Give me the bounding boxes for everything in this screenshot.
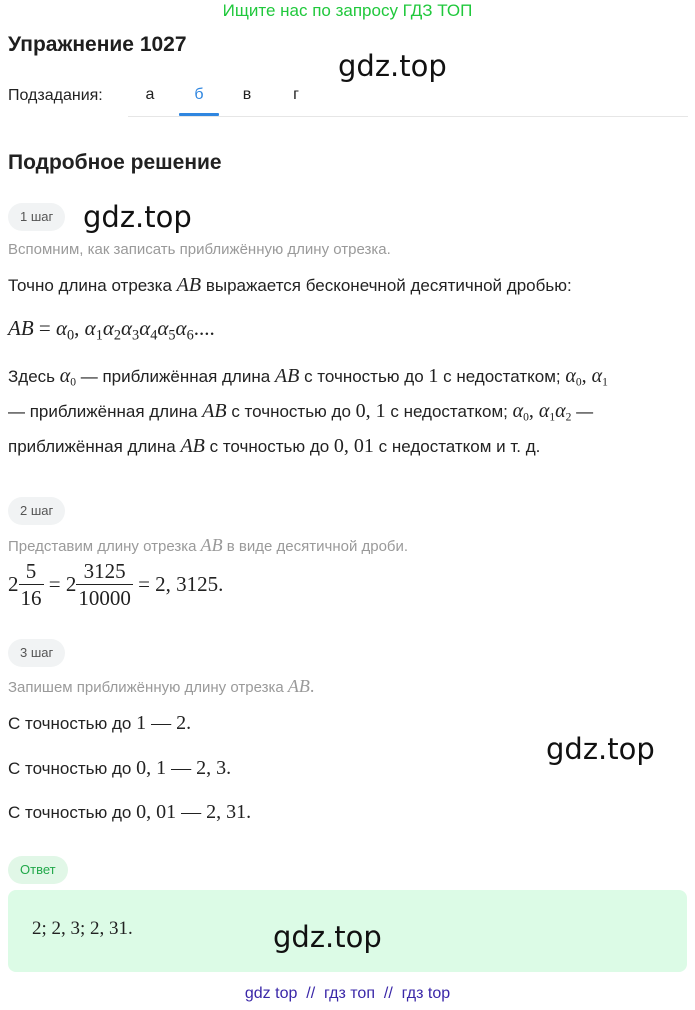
watermark: gdz.top	[338, 49, 447, 83]
watermark: gdz.top	[546, 732, 655, 766]
text: в виде десятичной дроби.	[222, 538, 409, 555]
step2-badge: 2 шаг	[8, 497, 65, 525]
active-tab-indicator	[179, 113, 219, 116]
answer-badge: Ответ	[8, 856, 68, 884]
text: с недостатком;	[438, 367, 566, 386]
text: с недостатком и т. д.	[373, 437, 541, 456]
text: С точностью до	[8, 759, 137, 778]
tab-b[interactable]: б	[194, 86, 204, 103]
text: —	[571, 402, 594, 421]
step1-paragraph-line2: — приближённая длина AB с точностью до 0, 1 с недостатком; $\alpha_0$, $\alpha_1\alpha_2$ —	[8, 400, 594, 424]
answer-text: 2; 2, 3; 2, 31.	[32, 918, 133, 939]
tab-v[interactable]: в	[242, 86, 252, 103]
subtask-tabs	[128, 76, 688, 117]
step1-paragraph-line1: Здесь $\alpha_0$ — приближённая длина AB с точностью до 1 с недостатком; $\alpha_0$, $\alpha_1$	[8, 365, 608, 389]
formula-ab: AB = $\alpha_0$, $\alpha_1\alpha_2\alpha_3\alpha_4\alpha_5\alpha_6$....	[8, 316, 215, 344]
step3-badge: 3 шаг	[8, 639, 65, 667]
watermark: gdz.top	[273, 920, 382, 954]
text: — приближённая длина	[76, 367, 275, 386]
step2-hint: Представим длину отрезка AB в виде десятичной дроби.	[8, 535, 409, 555]
text: с точностью до	[299, 367, 429, 386]
step3-line1: С точностью до 1 — 2.	[8, 712, 192, 734]
text: Здесь	[8, 367, 60, 386]
text: — приближённая длина	[8, 402, 203, 421]
tab-a[interactable]: а	[145, 86, 155, 103]
step1-paragraph-line3: приближённая длина AB с точностью до 0, 01 с недостатком и т. д.	[8, 435, 541, 457]
text: с точностью до	[226, 402, 356, 421]
text: Запишем приближённую длину отрезка	[8, 679, 288, 696]
step1-badge: 1 шаг	[8, 203, 65, 231]
text: выражается бесконечной десятичной дробью:	[201, 276, 572, 295]
tab-g[interactable]: г	[293, 86, 299, 103]
subtasks-label: Подзадания:	[8, 87, 103, 104]
step3-hint: Запишем приближённую длину отрезка AB.	[8, 676, 315, 696]
watermark: gdz.top	[83, 200, 192, 234]
text: с недостатком;	[385, 402, 513, 421]
top-banner: Ищите нас по запросу ГДЗ ТОП	[222, 1, 473, 20]
step1-text	[8, 274, 572, 297]
text: С точностью до	[8, 803, 137, 822]
step3-line3: С точностью до 0, 01 — 2, 31.	[8, 801, 252, 823]
text: с точностью до	[204, 437, 334, 456]
step3-line2: С точностью до 0, 1 — 2, 3.	[8, 757, 232, 779]
formula-fraction: 2 $\frac{5}{16}$ = 2 $\frac{3125}{10000}$ = 2, 3125.	[8, 559, 224, 610]
text: С точностью до	[8, 714, 137, 733]
text: Точно длина отрезка	[8, 276, 177, 295]
footer-links[interactable]: gdz top // гдз топ // гдз top	[244, 985, 451, 1002]
math-ab: AB	[176, 274, 202, 296]
page-title: Упражнение 1027	[8, 33, 187, 56]
text: приближённая длина	[8, 437, 181, 456]
step1-hint: Вспомним, как записать приближённую длину отрезка.	[8, 241, 391, 258]
solution-title: Подробное решение	[8, 151, 222, 174]
text: Представим длину отрезка	[8, 538, 201, 555]
